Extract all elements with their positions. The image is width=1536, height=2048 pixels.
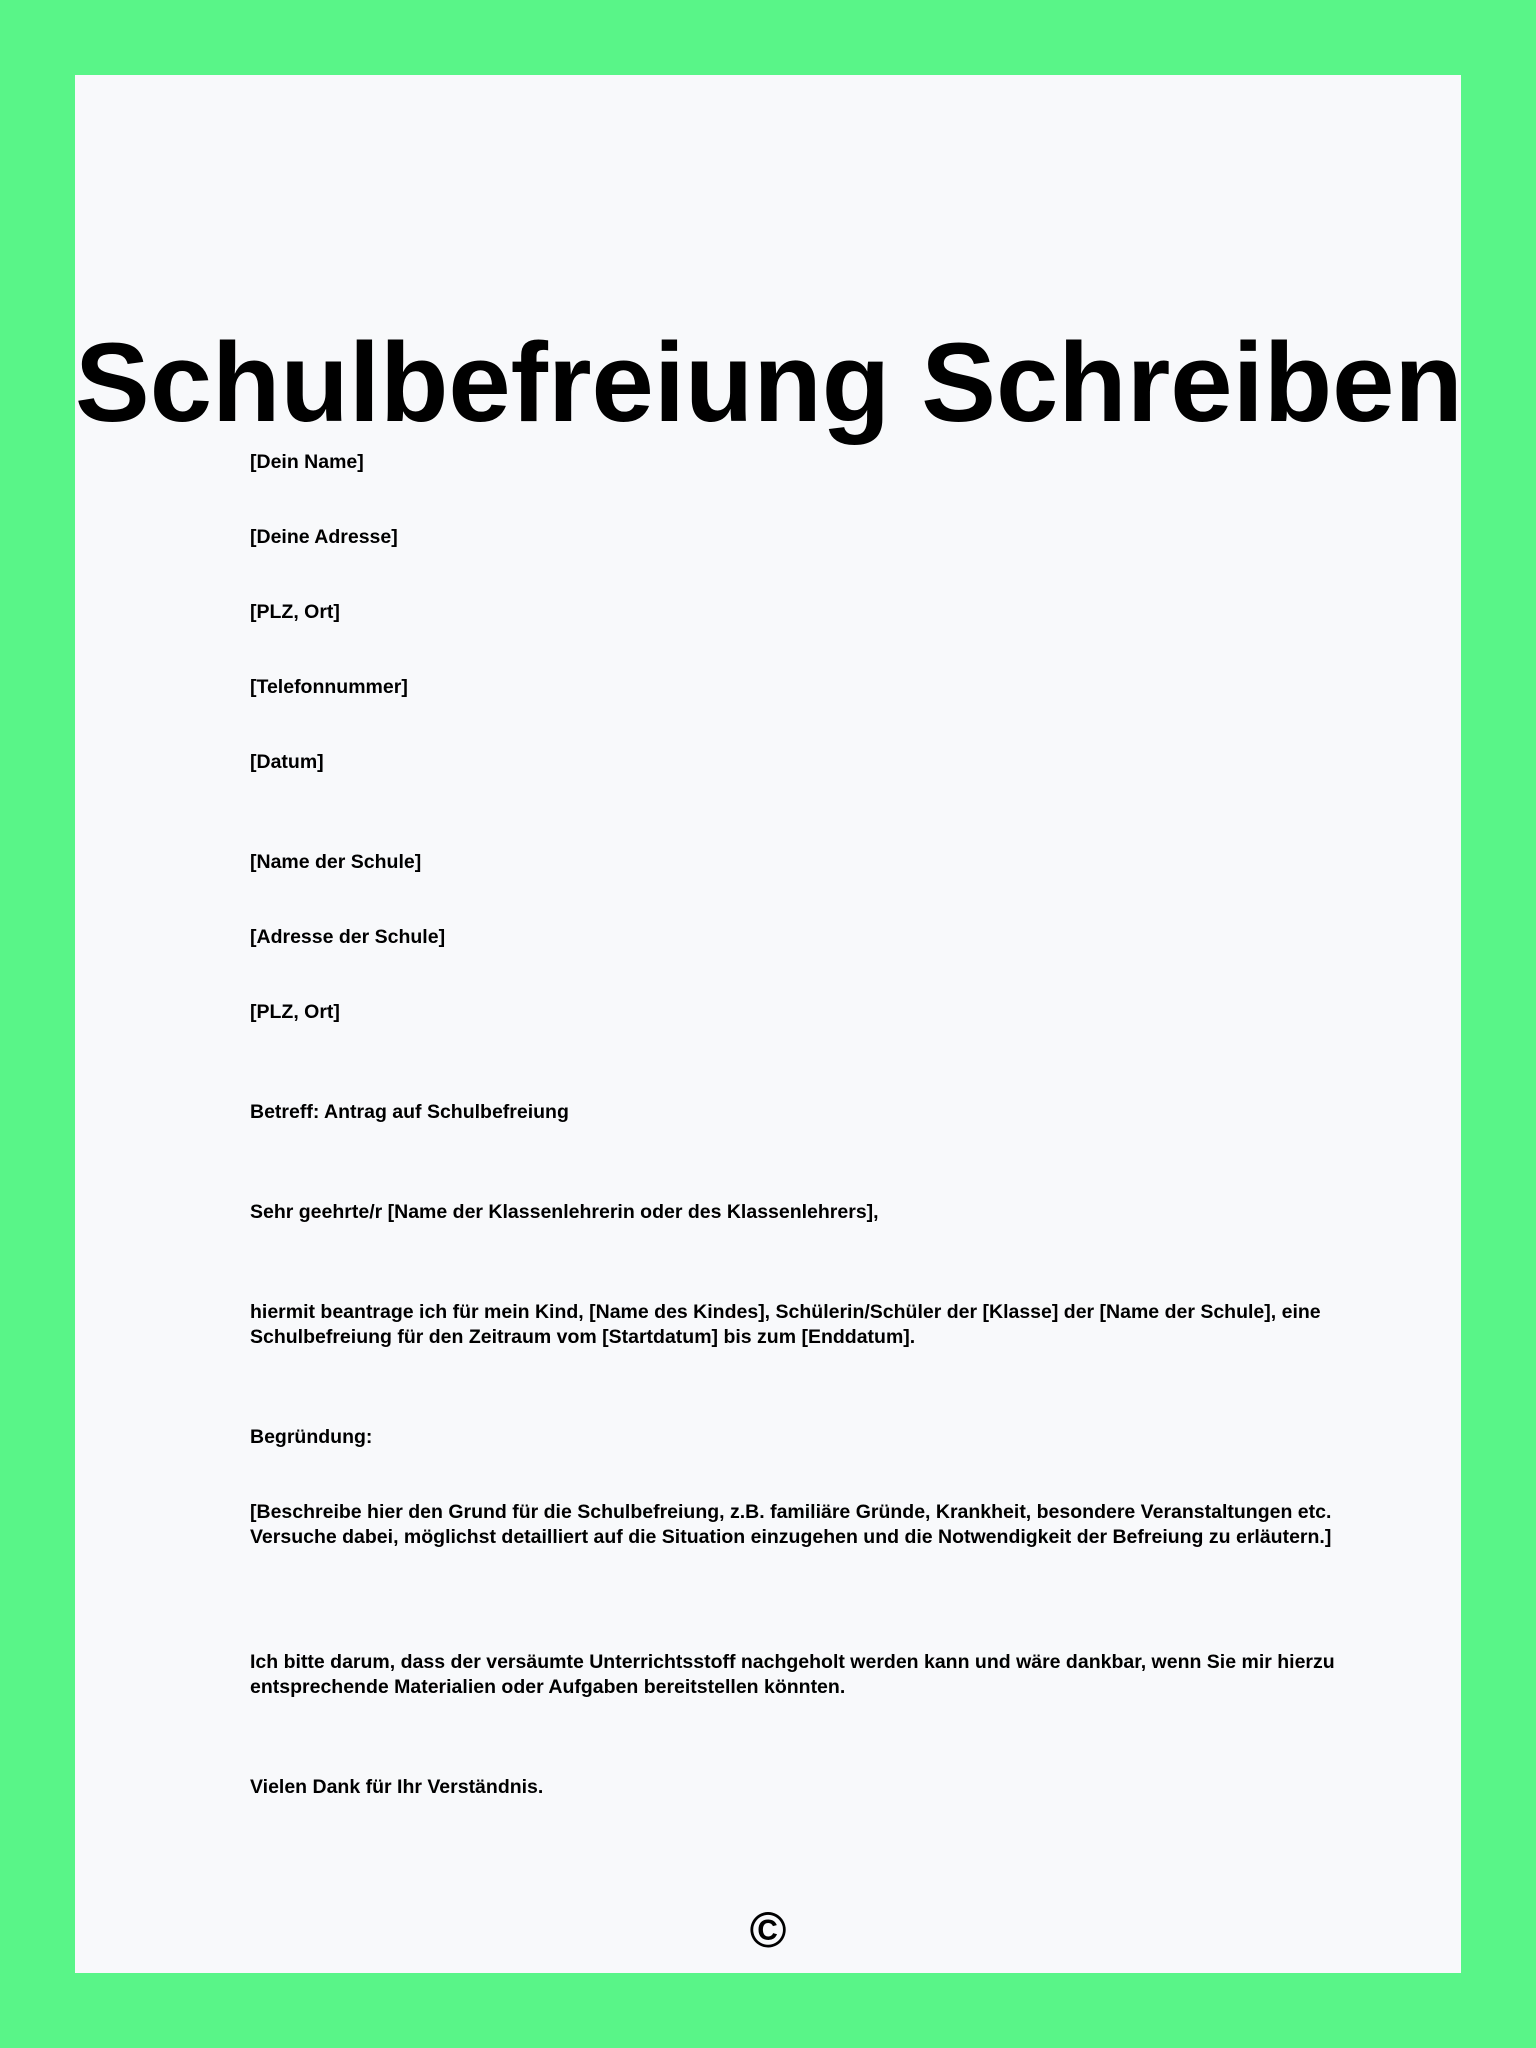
sender-zip-city: [PLZ, Ort] <box>250 601 340 623</box>
letter-page <box>75 75 1461 1973</box>
sender-phone: [Telefonnummer] <box>250 676 408 698</box>
recipient-school-address: [Adresse der Schule] <box>250 926 446 948</box>
materials-paragraph: Ich bitte darum, dass der versäumte Unterrichtsstoff nachgeholt werden kann und wäre dankbar, wenn Sie mir hierzu entsprechende Materialien oder Aufgaben bereitstellen könnten. <box>250 1651 1335 1698</box>
page-title: Schulbefreiung Schreiben <box>75 320 1463 445</box>
reason-paragraph: [Beschreibe hier den Grund für die Schulbefreiung, z.B. familiäre Gründe, Krankheit, besondere Veranstaltungen etc. Versuche dabei, möglichst detailliert auf die Situation einzugehen und die Notwendigkeit der Befreiung zu erläutern.] <box>250 1501 1332 1548</box>
request-paragraph: hiermit beantrage ich für mein Kind, [Name des Kindes], Schülerin/Schüler der [Klasse] der [Name der Schule], eine Schulbefreiung für den Zeitraum vom [Startdatum] bis zum [Enddatum]. <box>250 1301 1321 1348</box>
recipient-zip-city: [PLZ, Ort] <box>250 1001 340 1023</box>
sender-name: [Dein Name] <box>250 451 364 473</box>
sender-address: [Deine Adresse] <box>250 526 398 548</box>
letter-date: [Datum] <box>250 751 324 773</box>
copyright-icon: © <box>749 1902 787 1958</box>
thanks-line: Vielen Dank für Ihr Verständnis. <box>250 1776 544 1798</box>
salutation: Sehr geehrte/r [Name der Klassenlehrerin oder des Klassenlehrers], <box>250 1201 879 1223</box>
reason-heading: Begründung: <box>250 1426 373 1448</box>
recipient-school-name: [Name der Schule] <box>250 851 422 873</box>
subject-line: Betreff: Antrag auf Schulbefreiung <box>250 1101 569 1123</box>
